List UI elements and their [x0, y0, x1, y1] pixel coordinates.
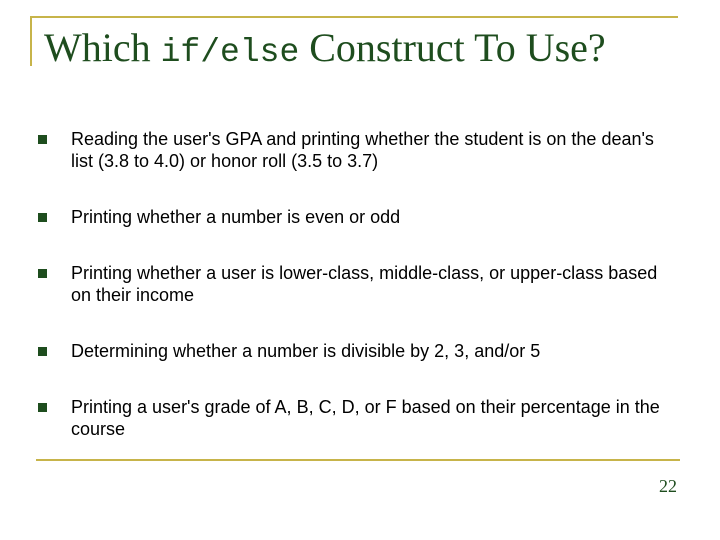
- square-bullet-icon: [38, 403, 47, 412]
- square-bullet-icon: [38, 269, 47, 278]
- slide-title-code: if/else: [160, 34, 300, 71]
- square-bullet-icon: [38, 213, 47, 222]
- footer-rule: [36, 459, 680, 461]
- square-bullet-icon: [38, 347, 47, 356]
- bullet-item: [38, 340, 668, 362]
- slide-title: [44, 24, 606, 77]
- slide-title-lead: Which: [44, 25, 161, 70]
- bullet-item: [38, 396, 668, 440]
- bullet-text: Reading the user's GPA and printing whether the student is on the dean's list (3.8 to 4.0) or honor roll (3.5 to 3.7): [71, 129, 654, 171]
- title-rule-left: [30, 16, 32, 66]
- bullet-item: [38, 262, 668, 306]
- bullet-item: [38, 128, 668, 172]
- bullet-text: Printing whether a user is lower-class, middle-class, or upper-class based on their income: [71, 263, 658, 305]
- bullet-text: Determining whether a number is divisible by 2, 3, and/or 5: [71, 341, 541, 361]
- bullet-list: [38, 128, 668, 474]
- square-bullet-icon: [38, 135, 47, 144]
- slide-title-tail: Construct To Use?: [299, 25, 606, 70]
- title-rule-top: [30, 16, 678, 18]
- page-number: 22: [659, 476, 677, 496]
- bullet-text: Printing whether a number is even or odd: [71, 207, 401, 227]
- bullet-item: [38, 206, 668, 228]
- bullet-text: Printing a user's grade of A, B, C, D, or F based on their percentage in the course: [71, 397, 660, 439]
